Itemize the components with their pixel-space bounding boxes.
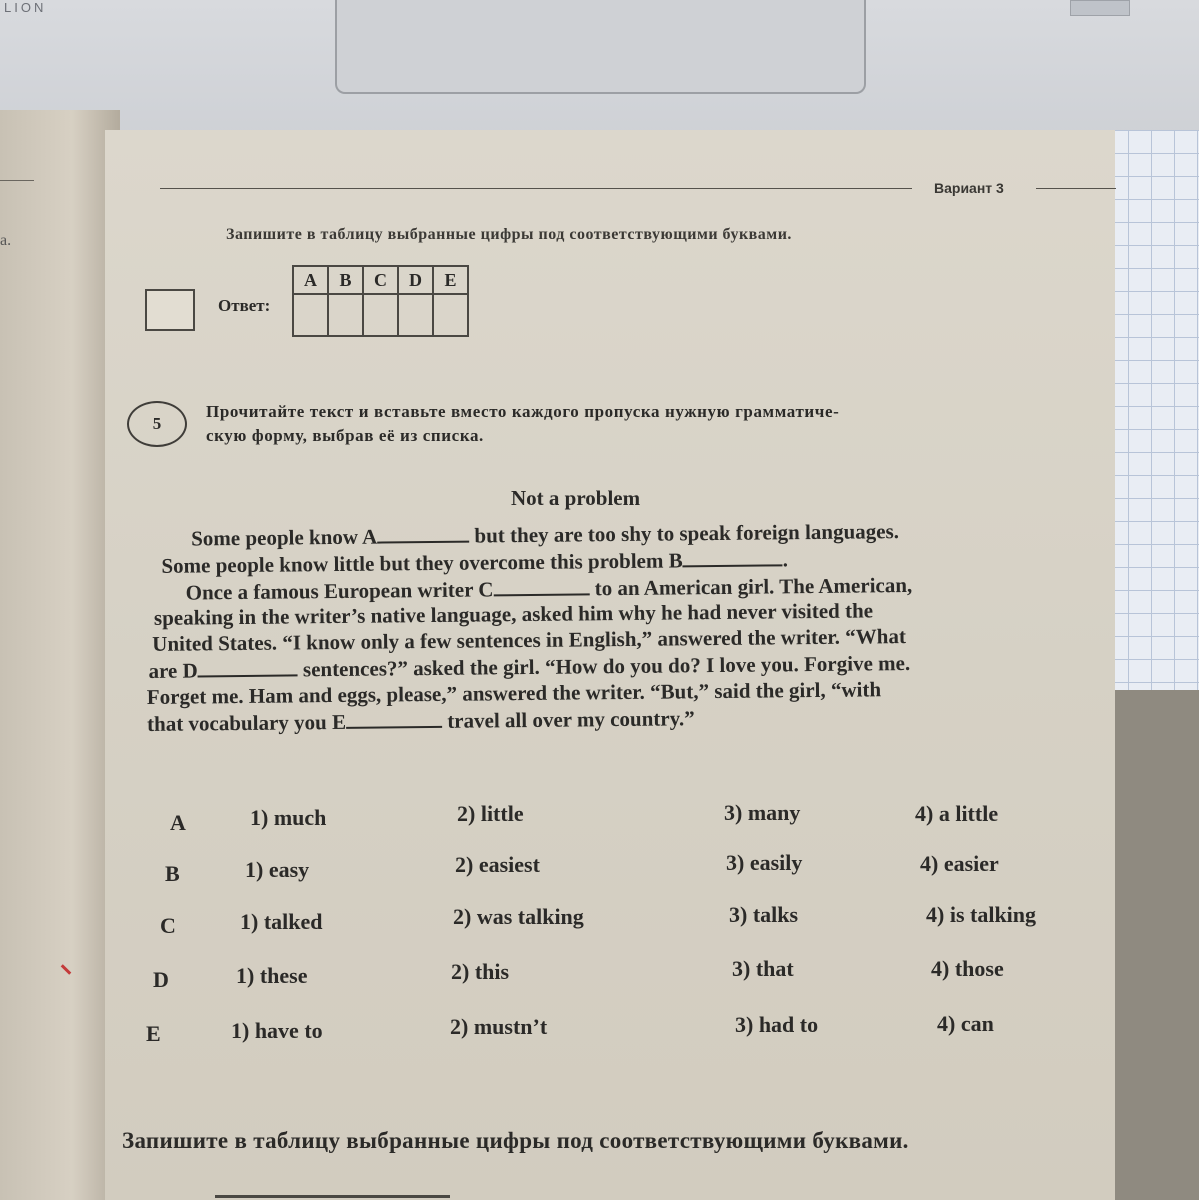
brand-text: LION [4, 0, 47, 15]
story-line: speaking in the writer’s native language, asked him why he had never visited the [153, 598, 874, 631]
blank-c[interactable] [493, 575, 589, 596]
answer-cell[interactable] [328, 294, 363, 336]
option-c-1: 1) talked [240, 909, 323, 934]
option-e-1: 1) have to [231, 1018, 323, 1043]
answer-col-c: C [363, 266, 398, 294]
left-page [0, 110, 120, 1200]
option-letter-c: C [160, 913, 176, 938]
task5-instruction-line2: скую форму, выбрав её из списка. [206, 426, 484, 445]
option-b-1: 1) easy [245, 857, 310, 882]
header-rule-left [160, 188, 912, 189]
option-letter-e: E [146, 1021, 161, 1046]
answer-col-a: A [293, 266, 328, 294]
task5-instruction [206, 400, 1066, 448]
option-d-3: 3) that [732, 956, 794, 981]
bottom-instruction: Запишите в таблицу выбранные цифры под соответствующими буквами. [122, 1128, 909, 1153]
option-e-3: 3) had to [735, 1012, 819, 1037]
header-rule-right [1036, 188, 1116, 189]
option-c-2: 2) was talking [453, 904, 584, 929]
option-a-2: 2) little [457, 801, 524, 826]
blank-e[interactable] [346, 707, 442, 728]
option-c-4: 4) is talking [926, 902, 1037, 927]
option-b-4: 4) easier [920, 851, 999, 876]
answer-cell[interactable] [363, 294, 398, 336]
answer-cell[interactable] [293, 294, 328, 336]
answer-cell[interactable] [398, 294, 433, 336]
answer-table [292, 265, 469, 337]
story-line: Some people know A but they are too shy to speak foreign languages. [191, 519, 900, 551]
story-line: United States. “I know only a few sentences in English,” answered the writer. “What [152, 624, 907, 657]
answer-cell[interactable] [433, 294, 468, 336]
option-c-3: 3) talks [729, 902, 799, 927]
laptop [335, 0, 866, 94]
option-d-2: 2) this [451, 959, 510, 984]
option-d-1: 1) these [236, 963, 308, 988]
option-a-1: 1) much [250, 805, 327, 830]
answer-col-e: E [433, 266, 468, 294]
option-letter-d: D [153, 967, 169, 992]
blank-d[interactable] [198, 656, 298, 677]
option-a-3: 3) many [724, 800, 801, 825]
option-e-4: 4) can [937, 1011, 994, 1036]
variant-label: Вариант 3 [934, 180, 1004, 196]
option-b-2: 2) easiest [455, 852, 540, 877]
laptop-sticker [1070, 0, 1130, 16]
option-e-2: 2) mustn’t [450, 1014, 548, 1039]
option-b-3: 3) easily [726, 850, 803, 875]
blank-a[interactable] [377, 523, 469, 544]
answer-label: Ответ: [218, 296, 271, 315]
left-page-rule [0, 180, 34, 181]
task4-checkbox[interactable] [145, 289, 195, 331]
option-letter-b: B [165, 861, 180, 886]
story-line: are D sentences?” asked the girl. “How do you do? I love you. Forgive me. [148, 650, 911, 683]
task5-instruction-line1: Прочитайте текст и вставьте вместо каждого пропуска нужную грамматиче- [206, 402, 840, 421]
answer-col-b: B [328, 266, 363, 294]
option-d-4: 4) those [931, 956, 1004, 981]
story-text [145, 516, 1107, 737]
task4-instruction: Запишите в таблицу выбранные цифры под соответствующими буквами. [226, 226, 792, 243]
story-line: Some people know little but they overcome this problem B . [161, 547, 789, 578]
story-line: that vocabulary you E travel all over my country.” [146, 705, 695, 736]
story-line: Forget me. Ham and eggs, please,” answered the writer. “But,” said the girl, “with [146, 677, 882, 709]
bottom-table-edge [215, 1195, 450, 1198]
blank-b[interactable] [683, 546, 783, 567]
answer-col-d: D [398, 266, 433, 294]
left-margin-mark: а. [0, 232, 12, 249]
option-a-4: 4) a little [915, 801, 999, 826]
grid-paper [1105, 130, 1199, 690]
task5-number: 5 [127, 401, 187, 447]
story-title: Not a problem [511, 486, 641, 510]
story-line: Once a famous European writer C to an American girl. The American, [185, 572, 913, 605]
option-letter-a: A [170, 810, 186, 835]
